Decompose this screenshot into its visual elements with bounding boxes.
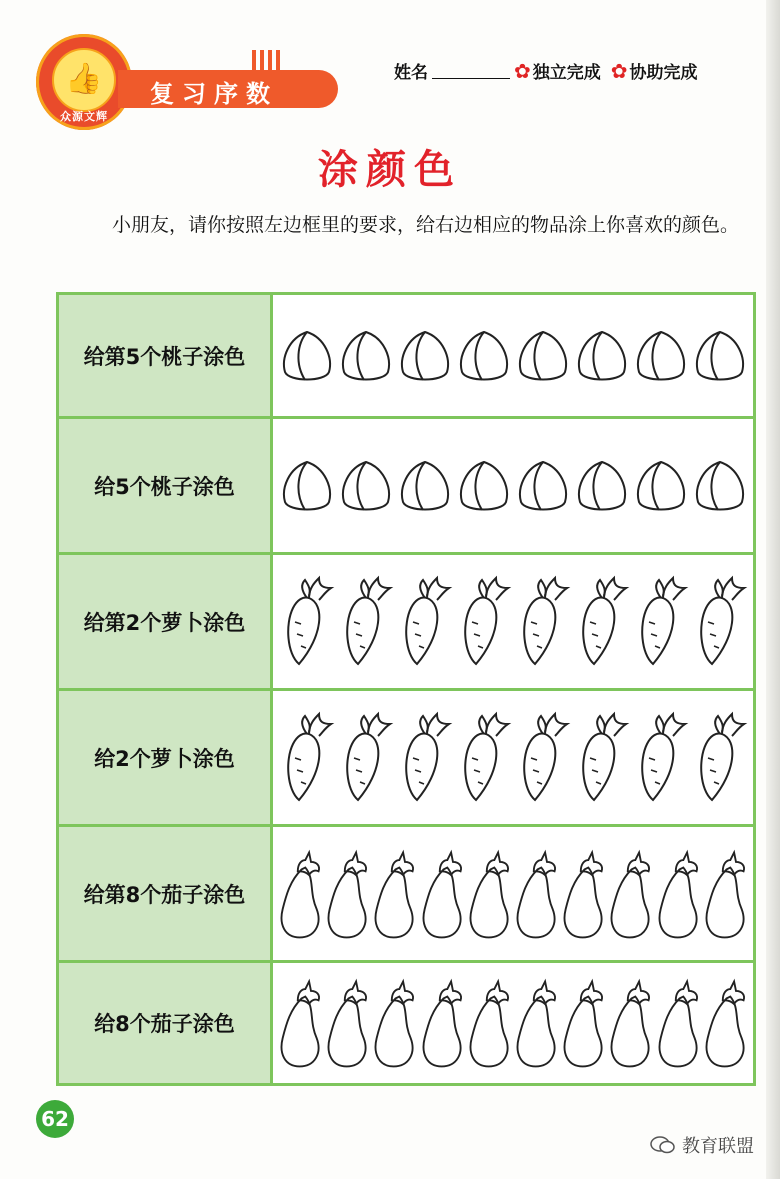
thumbs-up-icon: 👍 (65, 61, 103, 97)
instruction-text: 小朋友，请你按照左边框里的要求，给右边相应的物品涂上你喜欢的颜色。 (112, 214, 740, 236)
eggplant-icon[interactable] (655, 844, 702, 944)
peach-icon[interactable] (692, 458, 748, 514)
peach-icon[interactable] (456, 458, 512, 514)
eggplant-icon[interactable] (513, 973, 560, 1073)
table-row (59, 419, 753, 555)
instruction-label: 给2个萝卜涂色 (59, 691, 273, 824)
eggplant-icon[interactable] (560, 973, 607, 1073)
eggplant-icon[interactable] (607, 973, 654, 1073)
instruction-label: 给第5个桃子涂色 (59, 295, 273, 416)
items-cell (273, 963, 753, 1083)
radish-icon[interactable] (397, 574, 453, 670)
page-number: 62 (36, 1100, 74, 1138)
eggplant-icon[interactable] (607, 844, 654, 944)
peach-icon[interactable] (397, 328, 453, 384)
radish-icon[interactable] (574, 574, 630, 670)
peach-icon[interactable] (397, 458, 453, 514)
badge-inner (52, 48, 116, 112)
radish-icon[interactable] (456, 574, 512, 670)
eggplant-icon[interactable] (324, 973, 371, 1073)
option-assisted: 协助完成 (629, 63, 698, 83)
radish-icon[interactable] (633, 574, 689, 670)
peach-icon[interactable] (456, 328, 512, 384)
eggplant-icon[interactable] (560, 844, 607, 944)
eggplant-icon[interactable] (513, 844, 560, 944)
table-row (59, 963, 753, 1083)
peach-icon[interactable] (279, 458, 335, 514)
page-title: 涂颜色 (318, 147, 462, 193)
peach-icon[interactable] (574, 328, 630, 384)
radish-icon[interactable] (574, 710, 630, 806)
eggplant-icon[interactable] (466, 973, 513, 1073)
radish-icon[interactable] (397, 710, 453, 806)
radish-icon[interactable] (338, 710, 394, 806)
banner-stripes (252, 50, 282, 70)
radish-icon[interactable] (633, 710, 689, 806)
name-area (394, 58, 708, 83)
section-banner (118, 70, 338, 108)
watermark-text: 教育联盟 (682, 1136, 754, 1157)
instruction-label: 给8个茄子涂色 (59, 963, 273, 1083)
eggplant-icon[interactable] (702, 973, 749, 1073)
section-title: 复习序数 (150, 80, 278, 108)
radish-icon[interactable] (692, 710, 748, 806)
eggplant-icon[interactable] (277, 844, 324, 944)
peach-icon[interactable] (633, 458, 689, 514)
option-independent: 独立完成 (532, 63, 601, 83)
instruction (60, 206, 760, 244)
items-cell (273, 295, 753, 416)
eggplant-icon[interactable] (466, 844, 513, 944)
instruction-label: 给第8个茄子涂色 (59, 827, 273, 960)
items-cell (273, 419, 753, 552)
peach-icon[interactable] (338, 328, 394, 384)
name-blank[interactable] (432, 62, 510, 79)
peach-icon[interactable] (692, 328, 748, 384)
eggplant-icon[interactable] (371, 973, 418, 1073)
peach-icon[interactable] (574, 458, 630, 514)
instruction-label: 给5个桃子涂色 (59, 419, 273, 552)
flower-icon: ✿ (610, 58, 628, 83)
peach-icon[interactable] (338, 458, 394, 514)
peach-icon[interactable] (515, 458, 571, 514)
exercise-table (56, 292, 756, 1086)
eggplant-icon[interactable] (277, 973, 324, 1073)
radish-icon[interactable] (515, 574, 571, 670)
eggplant-icon[interactable] (419, 973, 466, 1073)
radish-icon[interactable] (692, 574, 748, 670)
radish-icon[interactable] (515, 710, 571, 806)
peach-icon[interactable] (515, 328, 571, 384)
name-label: 姓名 (394, 63, 428, 83)
radish-icon[interactable] (279, 574, 335, 670)
items-cell (273, 691, 753, 824)
eggplant-icon[interactable] (324, 844, 371, 944)
badge-text: 众源文辉 (60, 110, 108, 123)
eggplant-icon[interactable] (655, 973, 702, 1073)
watermark (650, 1132, 754, 1158)
eggplant-icon[interactable] (419, 844, 466, 944)
radish-icon[interactable] (279, 710, 335, 806)
wechat-icon (650, 1136, 676, 1154)
table-row (59, 555, 753, 691)
table-row (59, 827, 753, 963)
table-row (59, 295, 753, 419)
peach-icon[interactable] (279, 328, 335, 384)
items-cell (273, 827, 753, 960)
peach-icon[interactable] (633, 328, 689, 384)
radish-icon[interactable] (456, 710, 512, 806)
flower-icon: ✿ (514, 58, 531, 83)
eggplant-icon[interactable] (371, 844, 418, 944)
table-row (59, 691, 753, 827)
items-cell (273, 555, 753, 688)
radish-icon[interactable] (338, 574, 394, 670)
eggplant-icon[interactable] (702, 844, 749, 944)
instruction-label: 给第2个萝卜涂色 (59, 555, 273, 688)
